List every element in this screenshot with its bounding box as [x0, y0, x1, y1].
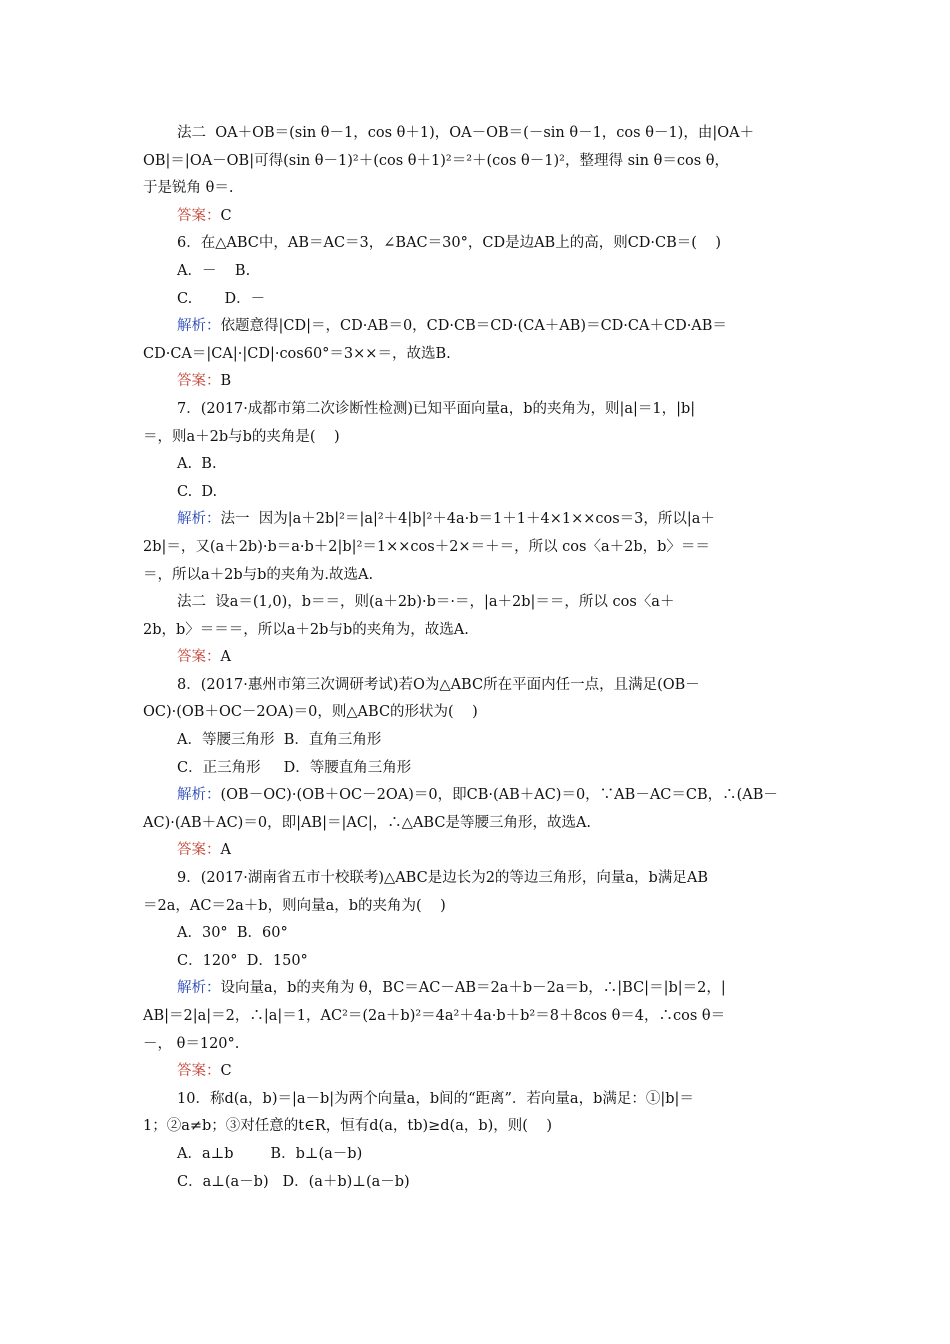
text-line	[143, 148, 811, 176]
text-line	[143, 699, 811, 727]
answer-label: 答案：	[177, 373, 221, 390]
text-span: 8．(2017·惠州市第三次调研考试)若O为△ABC所在平面内任一点，且满足(OB－	[177, 676, 700, 693]
text-line	[143, 203, 811, 231]
text-line	[143, 617, 811, 645]
text-span: A．－ B.	[177, 262, 251, 279]
text-line	[143, 837, 811, 865]
text-line	[143, 120, 811, 148]
text-line	[143, 727, 811, 755]
text-line	[143, 258, 811, 286]
text-line	[143, 396, 811, 424]
text-line	[143, 479, 811, 507]
answer-label: 答案：	[177, 649, 221, 666]
text-line	[143, 755, 811, 783]
text-span: 依题意得|CD|＝，CD·AB＝0，CD·CB＝CD·(CA＋AB)＝CD·CA＋CD·AB＝	[220, 318, 727, 335]
answer-label: 答案：	[177, 207, 221, 224]
text-span: ＝，则a＋2b与b的夹角是( )	[143, 428, 340, 445]
text-span: ＝2a，AC＝2a＋b，则向量a，b的夹角为( )	[143, 897, 446, 914]
document-body	[143, 120, 811, 1196]
text-line	[143, 810, 811, 838]
text-span: 10．称d(a，b)＝|a－b|为两个向量a，b间的“距离”．若向量a，b满足：①|b|＝	[177, 1090, 694, 1107]
text-span: C	[220, 1063, 232, 1080]
analysis-label: 解析：	[177, 980, 221, 997]
text-line	[143, 534, 811, 562]
text-span: AC)·(AB＋AC)＝0，即|AB|＝|AC|，∴△ABC是等腰三角形，故选A.	[143, 814, 592, 831]
text-span: C．120° D．150°	[177, 952, 308, 969]
text-line	[143, 1141, 811, 1169]
text-span: C. D．－	[177, 290, 266, 307]
text-span: 2b，b〉＝＝＝，所以a＋2b与b的夹角为，故选A.	[143, 621, 469, 638]
analysis-label: 解析：	[177, 318, 221, 335]
text-span: A．a⊥b B．b⊥(a－b)	[177, 1145, 363, 1162]
answer-label: 答案：	[177, 1063, 221, 1080]
text-span: 设向量a，b的夹角为 θ，BC＝AC－AB＝2a＋b－2a＝b，∴|BC|＝|b|＝2，|	[220, 980, 726, 997]
text-line	[143, 175, 811, 203]
text-line	[143, 975, 811, 1003]
text-span: C．a⊥(a－b) D．(a＋b)⊥(a－b)	[177, 1173, 410, 1190]
text-span: A	[220, 842, 231, 859]
text-line	[143, 1003, 811, 1031]
text-span: A．等腰三角形 B．直角三角形	[177, 732, 382, 749]
text-line	[143, 948, 811, 976]
text-line	[143, 313, 811, 341]
text-line	[143, 1086, 811, 1114]
text-span: C. D.	[177, 483, 218, 500]
text-span: OB|＝|OA－OB|可得(sin θ－1)²＋(cos θ＋1)²＝²＋(cos θ－1)²，整理得 sin θ＝cos θ，	[143, 152, 729, 169]
text-line	[143, 286, 811, 314]
text-span: A	[220, 649, 231, 666]
text-line	[143, 672, 811, 700]
text-span: C	[220, 207, 232, 224]
text-line	[143, 1031, 811, 1059]
text-span: A．30° B．60°	[177, 925, 288, 942]
text-line	[143, 1169, 811, 1197]
text-line	[143, 782, 811, 810]
text-line	[143, 893, 811, 921]
text-line	[143, 865, 811, 893]
text-span: 2b|＝，又(a＋2b)·b＝a·b＋2|b|²＝1××cos＋2×＝＋＝，所以 cos〈a＋2b，b〉＝＝	[143, 538, 710, 555]
analysis-label: 解析：	[177, 787, 221, 804]
text-span: 于是锐角 θ＝.	[143, 180, 234, 197]
text-line	[143, 506, 811, 534]
text-line	[143, 1113, 811, 1141]
text-span: 法一 因为|a＋2b|²＝|a|²＋4|b|²＋4a·b＝1＋1＋4×1××cos＝3，所以|a＋	[220, 511, 715, 528]
text-line	[143, 341, 811, 369]
text-span: 1；②a≠b；③对任意的t∈R，恒有d(a，tb)≥d(a，b)，则( )	[143, 1118, 553, 1135]
answer-label: 答案：	[177, 842, 221, 859]
analysis-label: 解析：	[177, 511, 221, 528]
text-span: OC)·(OB＋OC－2OA)＝0，则△ABC的形状为( )	[143, 704, 478, 721]
text-span: A. B.	[177, 456, 217, 473]
text-span: 9．(2017·湖南省五市十校联考)△ABC是边长为2的等边三角形，向量a，b满足AB	[177, 870, 708, 887]
text-span: 法二 设a＝(1,0)，b＝＝，则(a＋2b)·b＝·＝，|a＋2b|＝＝，所以 cos〈a＋	[177, 594, 675, 611]
text-line	[143, 1058, 811, 1086]
text-line	[143, 589, 811, 617]
text-line	[143, 920, 811, 948]
text-span: －， θ＝120°.	[143, 1035, 240, 1052]
text-line	[143, 424, 811, 452]
text-line	[143, 451, 811, 479]
text-span: 6．在△ABC中，AB＝AC＝3，∠BAC＝30°，CD是边AB上的高，则CD·CB＝( )	[177, 235, 722, 252]
text-span: ＝，所以a＋2b与b的夹角为.故选A.	[143, 566, 374, 583]
text-span: B	[220, 373, 232, 390]
text-line	[143, 368, 811, 396]
text-span: 法二 OA＋OB＝(sin θ－1，cos θ＋1)，OA－OB＝(－sin θ－1，cos θ－1)，由|OA＋	[177, 125, 755, 141]
text-span: C．正三角形 D．等腰直角三角形	[177, 759, 412, 776]
text-line	[143, 562, 811, 590]
text-line	[143, 644, 811, 672]
text-span: 7．(2017·成都市第二次诊断性检测)已知平面向量a，b的夹角为，则|a|＝1，|b|	[177, 400, 696, 417]
text-span: CD·CA＝|CA|·|CD|·cos60°＝3××＝，故选B.	[143, 345, 451, 362]
text-span: (OB－OC)·(OB＋OC－2OA)＝0，即CB·(AB＋AC)＝0，∵AB－AC＝CB，∴(AB－	[220, 787, 778, 804]
text-span: AB|＝2|a|＝2，∴|a|＝1，AC²＝(2a＋b)²＝4a²＋4a·b＋b²＝8＋8cos θ＝4，∴cos θ＝	[143, 1008, 726, 1024]
text-line	[143, 230, 811, 258]
